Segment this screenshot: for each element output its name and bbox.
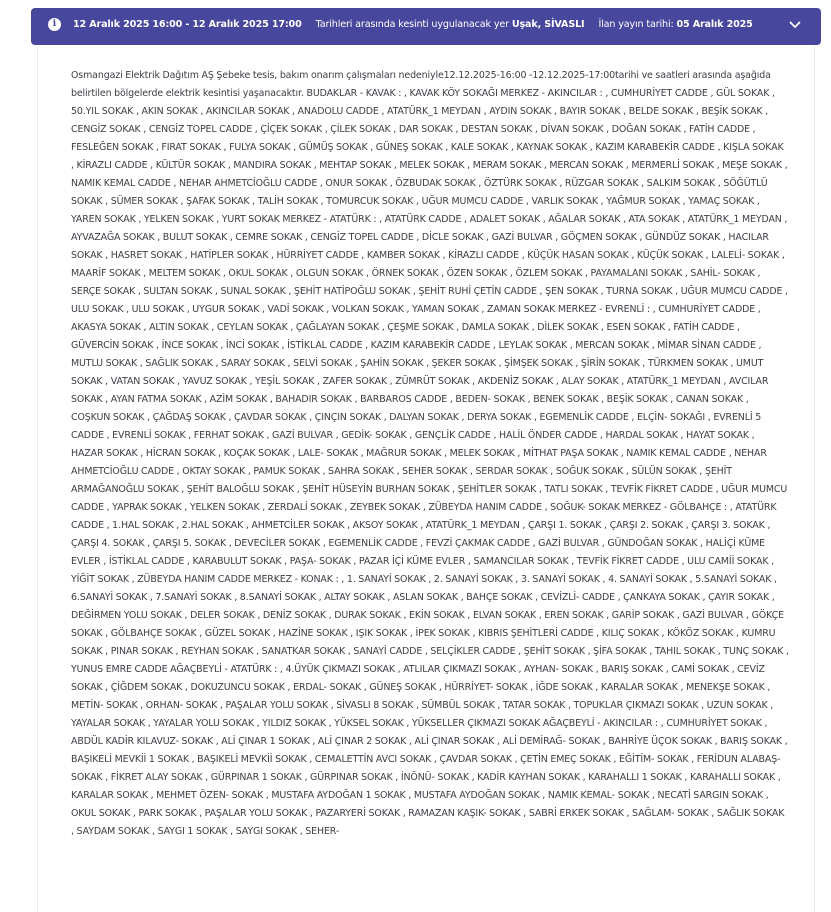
announcement-text: Osmangazi Elektrik Dağıtım AŞ Şebeke tesis, bakım onarım çalışmaları nedeniyle12.12.2025-16:00 -12.12.2025-17:00tarihi ve saatleri arasında aşağıda belirtilen bölgelerde elektrik kesintisi yaşanacaktır. BUDAKLAR - KAVAK : , KAVAK KÖY SOKAĞI MERKEZ - AKINCILAR : , CUMHURİYET CADDE , GÜL SOKAK , 50.YIL SOKAK , AKIN SOKAK , AKINCILAR SOKAK , ANADOLU CADDE , ATATÜRK_1 MEYDAN , AYDIN SOKAK , BAYIR SOKAK , BELDE SOKAK , BEŞİK SOKAK , CENGİZ SOKAK , CENGİZ TOPEL CADDE , ÇİÇEK SOKAK , ÇİLEK SOKAK , DAR SOKAK , DESTAN SOKAK , DİVAN SOKAK , DOĞAN SOKAK , FATİH CADDE , FESLEĞEN SOKAK , FIRAT SOKAK , FULYA SOKAK , GÜMÜŞ SOKAK , GÜNEŞ SOKAK , KALE SOKAK , KAYNAK SOKAK , KAZIM KARABEKİR CADDE , KIŞLA SOKAK , KİRAZLI CADDE , KÜLTÜR SOKAK , MANDIRA SOKAK , MEHTAP SOKAK , MELEK SOKAK , MERAM SOKAK , MERCAN SOKAK , MERMERLİ SOKAK , MEŞE SOKAK , NAMIK KEMAL CADDE , NEHAR AHMETCİOĞLU CADDE , ONUR SOKAK , ÖZBUDAK SOKAK , ÖZTÜRK SOKAK , RÜZGAR SOKAK , SALKIM SOKAK , SÖĞÜTLÜ SOKAK , SÜMER SOKAK , ŞAFAK SOKAK , TALİH SOKAK , TOMURCUK SOKAK , UĞUR MUMCU CADDE , VARLIK SOKAK , YAĞMUR SOKAK , YAMAÇ SOKAK , YAREN SOKAK , YELKEN SOKAK , YURT SOKAK MERKEZ - ATATÜRK : , ATATÜRK CADDE , ADALET SOKAK , AĞALAR SOKAK , ATA SOKAK , ATATÜRK_1 MEYDAN , AYVAZAĞA SOKAK , BULUT SOKAK , CEMRE SOKAK , CENGİZ TOPEL CADDE , DİCLE SOKAK , GAZİ BULVAR , GÖÇMEN SOKAK , GÜNDÜZ SOKAK , HACILAR SOKAK , HASRET SOKAK , HATİPLER SOKAK , HÜRRİYET CADDE , KAMBER SOKAK , KİRAZLI CADDE , KÜÇÜK HASAN SOKAK , KÜÇÜK SOKAK , LALELİ- SOKAK , MAARİF SOKAK , MELTEM SOKAK , OKUL SOKAK , OLGUN SOKAK , ÖRNEK SOKAK , ÖZEN SOKAK , ÖZLEM SOKAK , PAYAMALANI SOKAK , SAHİL- SOKAK , SERÇE SOKAK , SULTAN SOKAK , SUNAL SOKAK , ŞEHİT HATİPOĞLU SOKAK , ŞEHİT RUHİ ÇETİN CADDE , ŞEN SOKAK , TURNA SOKAK , UĞUR MUMCU CADDE , ULU SOKAK , ULU SOKAK , UYGUR SOKAK , VADİ SOKAK , VOLKAN SOKAK , YAMAN SOKAK , ZAMAN SOKAK MERKEZ - EVRENLİ : , CUMHURİYET CADDE , AKASYA SOKAK , ALTIN SOKAK , CEYLAN SOKAK , ÇAĞLAYAN SOKAK , ÇEŞME SOKAK , DAMLA SOKAK , DİLEK SOKAK , ESEN SOKAK , FATİH CADDE , GÜVERCİN SOKAK , İNCE SOKAK , İNCİ SOKAK , İSTİKLAL CADDE , KAZIM KARABEKİR CADDE , LEYLAK SOKAK , MERCAN SOKAK , MİMAR SİNAN CADDE , MUTLU SOKAK , SAĞLIK SOKAK , SARAY SOKAK , SELVİ SOKAK , ŞAHİN SOKAK , ŞEKER SOKAK , ŞİMŞEK SOKAK , ŞİRİN SOKAK , TÜRKMEN SOKAK , UMUT SOKAK , VATAN SOKAK , YAVUZ SOKAK , YEŞİL SOKAK , ZAFER SOKAK , ZÜMRÜT SOKAK , AKDENİZ SOKAK , ALAY SOKAK , ATATÜRK_1 MEYDAN , AVCILAR SOKAK , AYAN FATMA SOKAK , AZİM SOKAK , BAHADIR SOKAK , BARBAROS CADDE , BEDEN- SOKAK , BENEK SOKAK , BEŞİK SOKAK , CANAN SOKAK , COŞKUN SOKAK , ÇAĞDAŞ SOKAK , ÇAVDAR SOKAK , ÇINÇIN SOKAK , DALYAN SOKAK , DERYA SOKAK , EGEMENLİK CADDE , ELÇİN- SOKAĞI , EVRENLİ 5 CADDE , EVRENLİ SOKAK , FERHAT SOKAK , GAZİ BULVAR , GEDİK- SOKAK , GENÇLİK CADDE , HALİL ÖNDER CADDE , HARDAL SOKAK , HAYAT SOKAK , HAZAR SOKAK , HİCRAN SOKAK , KOÇAK SOKAK , LALE- SOKAK , MAĞRUR SOKAK , MELEK SOKAK , MİTHAT PAŞA SOKAK , NAMIK KEMAL CADDE , NEHAR AHMETCİOĞLU CADDE , OKTAY SOKAK , PAMUK SOKAK , SAHRA SOKAK , SEHER SOKAK , SERDAR SOKAK , SOĞUK SOKAK , SÜLÜN SOKAK , ŞEHİT ARMAĞANOĞLU SOKAK , ŞEHİT BALOĞLU SOKAK , ŞEHİT HÜSEYİN BURHAN SOKAK , ŞEHİTLER SOKAK , TATLI SOKAK , TEVFİK FİKRET CADDE , UĞUR MUMCU CADDE , YAPRAK SOKAK , YELKEN SOKAK , ZERDALİ SOKAK , ZEYBEK SOKAK , ZÜBEYDA HANIM CADDE , SOĞUK- SOKAK MERKEZ - GÖLBAHÇE : , ATATÜRK CADDE , 1.HAL SOKAK , 2.HAL SOKAK , AHMETCİLER SOKAK , AKSOY SOKAK , ATATÜRK_1 MEYDAN , ÇARŞI 1. SOKAK , ÇARŞI 2. SOKAK , ÇARŞI 3. SOKAK , ÇARŞI 4. SOKAK , ÇARŞI 5. SOKAK , DEVECİLER SOKAK , EGEMENLİK CADDE , FEVZİ ÇAKMAK CADDE , GAZİ BULVAR , GÜNDOĞAN SOKAK , HALİÇİ KÜME EVLER , İSTİKLAL CADDE , KARABULUT SOKAK , PAŞA- SOKAK , PAZAR İÇİ KÜME EVLER , SAMANCILAR SOKAK , TEVFİK FİKRET CADDE , ULU CAMİİ SOKAK , YİĞİT SOKAK , ZÜBEYDA HANIM CADDE MERKEZ - KONAK : , 1. SANAYİ SOKAK , 2. SANAYİ SOKAK , 3. SANAYİ SOKAK , 4. SANAYİ SOKAK , 5.SANAYİ SOKAK , 6.SANAYİ SOKAK , 7.SANAYİ SOKAK , 8.SANAYİ SOKAK , ALTAY SOKAK , ASLAN SOKAK , BAHÇE SOKAK , CEVİZLİ- CADDE , ÇANKAYA SOKAK , ÇAYIR SOKAK , DEĞİRMEN YOLU SOKAK , DELER SOKAK , DENİZ SOKAK , DURAK SOKAK , EKİN SOKAK , ELVAN SOKAK , EREN SOKAK , GARİP SOKAK , GAZİ BULVAR , GÖKÇE SOKAK , GÖLBAHÇE SOKAK , GÜZEL SOKAK , HAZİNE SOKAK , IŞIK SOKAK , İPEK SOKAK , KIBRIS ŞEHİTLERİ CADDE , KILIÇ SOKAK , KÖKÖZ SOKAK , KUMRU SOKAK , PINAR SOKAK , REYHAN SOKAK , SANATKAR SOKAK , SANAYİ CADDE , SELÇİKLER CADDE , ŞEHİT SOKAK , ŞİFA SOKAK , TAHIL SOKAK , TUNÇ SOKAK , YUNUS EMRE CADDE AĞAÇBEYLİ - ATATÜRK : , 4.ÜYÜK ÇIKMAZI SOKAK , ATLILAR ÇIKMAZI SOKAK , AYHAN- SOKAK , BARIŞ SOKAK , CAMİ SOKAK , CEVİZ SOKAK , ÇİĞDEM SOKAK , DOKUZUNCU SOKAK , ERDAL- SOKAK , GÜNEŞ SOKAK , HÜRRİYET- SOKAK , İĞDE SOKAK , KARALAR SOKAK , MENEKŞE SOKAK , METİN- SOKAK , ORHAN- SOKAK , PAŞALAR YOLU SOKAK , SİVASLI 8 SOKAK , SÜMBÜL SOKAK , TATAR SOKAK , TOPUKLAR ÇIKMAZI SOKAK , UZUN SOKAK , YAYALAR SOKAK , YAYALAR YOLU SOKAK , YILDIZ SOKAK , YÜKSEL SOKAK , YÜKSELLER ÇIKMAZI SOKAK AĞAÇBEYLİ - AKINCILAR : , CUMHURİYET SOKAK , ABDÜL KADİR KILAVUZ- SOKAK , ALİ ÇINAR 1 SOKAK , ALİ ÇINAR 2 SOKAK , ALİ ÇINAR SOKAK , ALİ DEMİRAĞ- SOKAK , BAHRİYE ÜÇOK SOKAK , BARIŞ SOKAK , BAŞIKELİ MEVKİİ 1 SOKAK , BAŞIKELİ MEVKİİ SOKAK , CEMALETTİN AVCI SOKAK , ÇAVDAR SOKAK , ÇETİN EMEÇ SOKAK , EĞİTİM- SOKAK , FERİDUN ALABAŞ- SOKAK , FİKRET ALAY SOKAK , GÜRPINAR 1 SOKAK , GÜRPINAR SOKAK , İNÖNÜ- SOKAK , KADİR KAYHAN SOKAK , KARAHALLI 1 SOKAK , KARAHALLI SOKAK , KARALAR SOKAK , MEHMET ÖZEN- SOKAK , MUSTAFA AYDOĞAN 1 SOKAK , MUSTAFA AYDOĞAN SOKAK , NAMIK KEMAL- SOKAK , NECATİ SARGIN SOKAK , OKUL SOKAK , PARK SOKAK , PAŞALAR YOLU SOKAK , PAZARYERİ SOKAK , RAMAZAN KAŞIK- SOKAK , SABRİ ERKEK SOKAK , SAĞLAM- SOKAK , SAĞLIK SOKAK , SAYDAM SOKAK , SAYGI 1 SOKAK , SAYGI SOKAK , SEHER-	[71, 70, 789, 837]
outage-accordion-header[interactable]	[31, 8, 821, 45]
location-value: Uşak, SİVASLI	[511, 19, 585, 30]
info-icon: i	[48, 18, 61, 31]
publish-label: İlan yayın tarihi:	[598, 19, 674, 30]
location-label: Tarihleri arasında kesinti uygulanacak yer	[315, 19, 509, 30]
date-range: 12 Aralık 2025 16:00 - 12 Aralık 2025 17:00	[73, 19, 302, 30]
header-summary	[73, 19, 753, 30]
publish-date: 05 Aralık 2025	[676, 19, 753, 30]
chevron-down-icon[interactable]	[787, 17, 803, 33]
outage-details-panel	[37, 46, 815, 912]
